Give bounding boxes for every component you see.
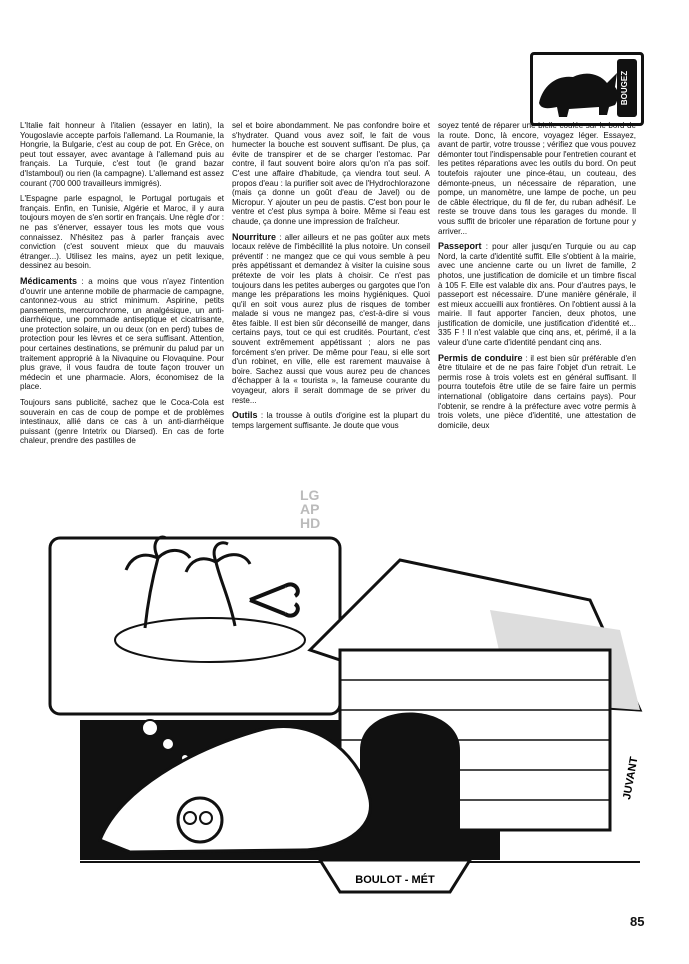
paragraph-body: : a moins que vous n'ayez l'intention d'ouvrir une antenne mobile de pharmacie de campagne, cantonnez-vous au strict minimum. Aspirine, petits pansements, mercurochrome, un analgésique, un anti-diarrhéique, une pommade antiseptique et cicatrisante, une protection solaire, un ou deux (on en perd) tubes de protection pour les lèvres et ce sera suffisant. Attention, pour certaines destinations, se prémunir du palud par un traitement approprié à la Nivaquine ou Flovaquine. Pour plus grave, il vous faudra de toute façon trouver un médecin et une pharmacie. Alors, économisez de la place. [20, 276, 224, 392]
paragraph-body: : il est bien sûr préférable d'en être titulaire et de ne pas faire l'objet d'un retrait. Le permis rose à trois volets est en général suffisant. Il pourra toutefois être utile de se faire faire un permis international (obligatoire dans certains pays). Pour l'obtenir, se rendre à la préfecture avec votre permis à trois volets, une pièce d'identité, une attestation de domicile, deux [438, 353, 636, 430]
paragraph-body: : la trousse à outils d'origine est la plupart du temps largement suffisante. Je doute que vous [232, 411, 430, 430]
paragraph-body: : pour aller jusqu'en Turquie ou au cap Nord, la carte d'identité suffit. Elle s'obtient à la mairie, avec une ancienne carte ou un livret de famille, 2 photos, une justification de domicile et un timbre fiscal à 105 F. Elle est valable dix ans. Pour d'autres pays, le passeport est nécessaire. D'une manière générale, il est mieux accueilli aux frontières. On l'obtient aussi à la mairie. Il faut apporter l'ancien, deux photos, une justification de domicile, une justification d'identité et... 335 F ! Il n'est valable que cinq ans, et, périmé, il a la valeur d'une carte d'identité pendant cinq ans. [438, 242, 636, 348]
text-column-2 [232, 121, 430, 436]
paragraph [232, 411, 430, 430]
paragraph-body: : aller ailleurs et ne pas goûter aux mets locaux relève de l'imbécillité la plus notoire. Un conseil préventif : ne mangez que ce qui vous semble à peu près appétissant et demandez à visiter la cuisine sous prétexte de voir les plats à choisir. Ce n'est pas toujours dans les petites auberges ou gargotes que l'on mange les préparations les moins hygiéniques. Quoi qu'il en soit vous aurez plus de risques de tomber malade si vous ne mangez pas, c'est-à-dire si vous êtes faible. Il est bien sûr déconseillé de manger, dans certains pays, tout ce qui est crudités. Pourtant, c'est souvent extrêmement appétissant ; alors ne pas forcément s'en priver. De même pour l'eau, si elle sort d'un robinet, en ville, elle est rarement mauvaise à boire. Sachez aussi que vous aurez peu de chances d'échapper à la « tourista », la fameuse courante du voyageur, alors il serait dommage de se priver du reste... [232, 232, 430, 405]
paragraph [20, 277, 224, 392]
section-heading-nourriture: Nourriture [232, 231, 277, 242]
thought-dot [142, 720, 158, 736]
watermark-line: LG [300, 487, 320, 503]
text-column-1 [20, 121, 224, 452]
watermark-line: HD [300, 515, 321, 531]
paragraph: L'Italie fait honneur à l'italien (essayer en latin), la Yougoslavie accepte parfois l'allemand. La Roumanie, la Hongrie, la Bulgarie, c'est au coup de pot. En Grèce, on peut tout essayer, avec avantage à l'allemand puis au français. La Turquie, c'est tout (le grand bazar d'Istamboul) ou rien (la campagne). L'allemand est assez courant (700 000 travailleurs immigrés). [20, 121, 224, 188]
artist-signature: JUVANT [621, 755, 641, 801]
section-heading-outils: Outils [232, 410, 258, 421]
island [115, 618, 305, 662]
paragraph [232, 233, 430, 406]
paragraph [438, 354, 636, 431]
section-heading-permis: Permis de conduire [438, 352, 523, 363]
thought-dot [162, 738, 174, 750]
logo-badge-text: BOUGEZ [620, 70, 629, 106]
paragraph [438, 242, 636, 348]
section-heading-passeport: Passeport [438, 241, 482, 252]
text-column-3 [438, 121, 636, 436]
rhino-icon [533, 55, 641, 123]
paragraph: soyez tenté de réparer une bielle coulée sur le bord de la route. Donc, là encore, voyagez léger. Essayez, avant de partir, votre trousse ; vérifiez que vous pouvez démonter tout l'indispensable pour l'entretien courant et les petites réparations avec les outils du bord. On peut toutefois rajouter une pince-étau, un couteau, des démonte-pneus, un nécessaire de réparation, une pompe, un manomètre, une lampe de poche, un peu de câble électrique, du fil de fer, du ruban adhésif. Le reste se trouve dans tous les garages du monde. Il vous suffit de bricoler une réparation de fortune pour y arriver... [438, 121, 636, 236]
paragraph: Toujours sans publicité, sachez que le Coca-Cola est souverain en cas de coup de pompe et de problèmes intestinaux, allié dans ce cas à un anti-diarrhéique puissant (genre Intetrix ou Diarsed). En cas de forte chaleur, prendre des pastilles de [20, 398, 224, 446]
watermark-line: AP [300, 501, 320, 517]
section-heading-medicaments: Médicaments [20, 275, 78, 286]
paragraph: L'Espagne parle espagnol, le Portugal portugais et français. Enfin, en Tunisie, Algérie et Maroc, il y aura toujours moyen de s'en sortir en français. Une règle d'or : ne pas s'énerver, essayer tous les mots que vous connaissez. N'hésitez pas à parler français avec conviction (c'est souvent mieux que du mauvais étranger...). Utilisez les mains, ayez un petit lexique, dessinez au besoin. [20, 194, 224, 271]
doghouse-door [360, 713, 460, 831]
rhino-logo [530, 52, 644, 126]
bowl-label: BOULOT - MÉT [355, 874, 435, 886]
cartoon-illustration [40, 500, 650, 900]
page-number: 85 [630, 914, 645, 929]
paragraph: sel et boire abondamment. Ne pas confondre boire et s'hydrater. Quand vous avez soif, le fait de vous humecter la bouche est souvent suffisant. De plus, ça évite de transpirer et de se charger l'estomac. Par contre, il faut souvent boire alors qu'on n'a pas soif. C'est une affaire d'habitude, ça viendra tout seul. A propos d'eau : la purifier soit avec de l'Hydrochlorazone (mais ça donne un goût d'eau de Javel) ou de Micropur. Y ajouter un peu de pastis. C'est bon pour le ventre et c'est plus sympa à boire. Même si l'eau est chaude, ça donne une impression de fraîcheur. [232, 121, 430, 226]
